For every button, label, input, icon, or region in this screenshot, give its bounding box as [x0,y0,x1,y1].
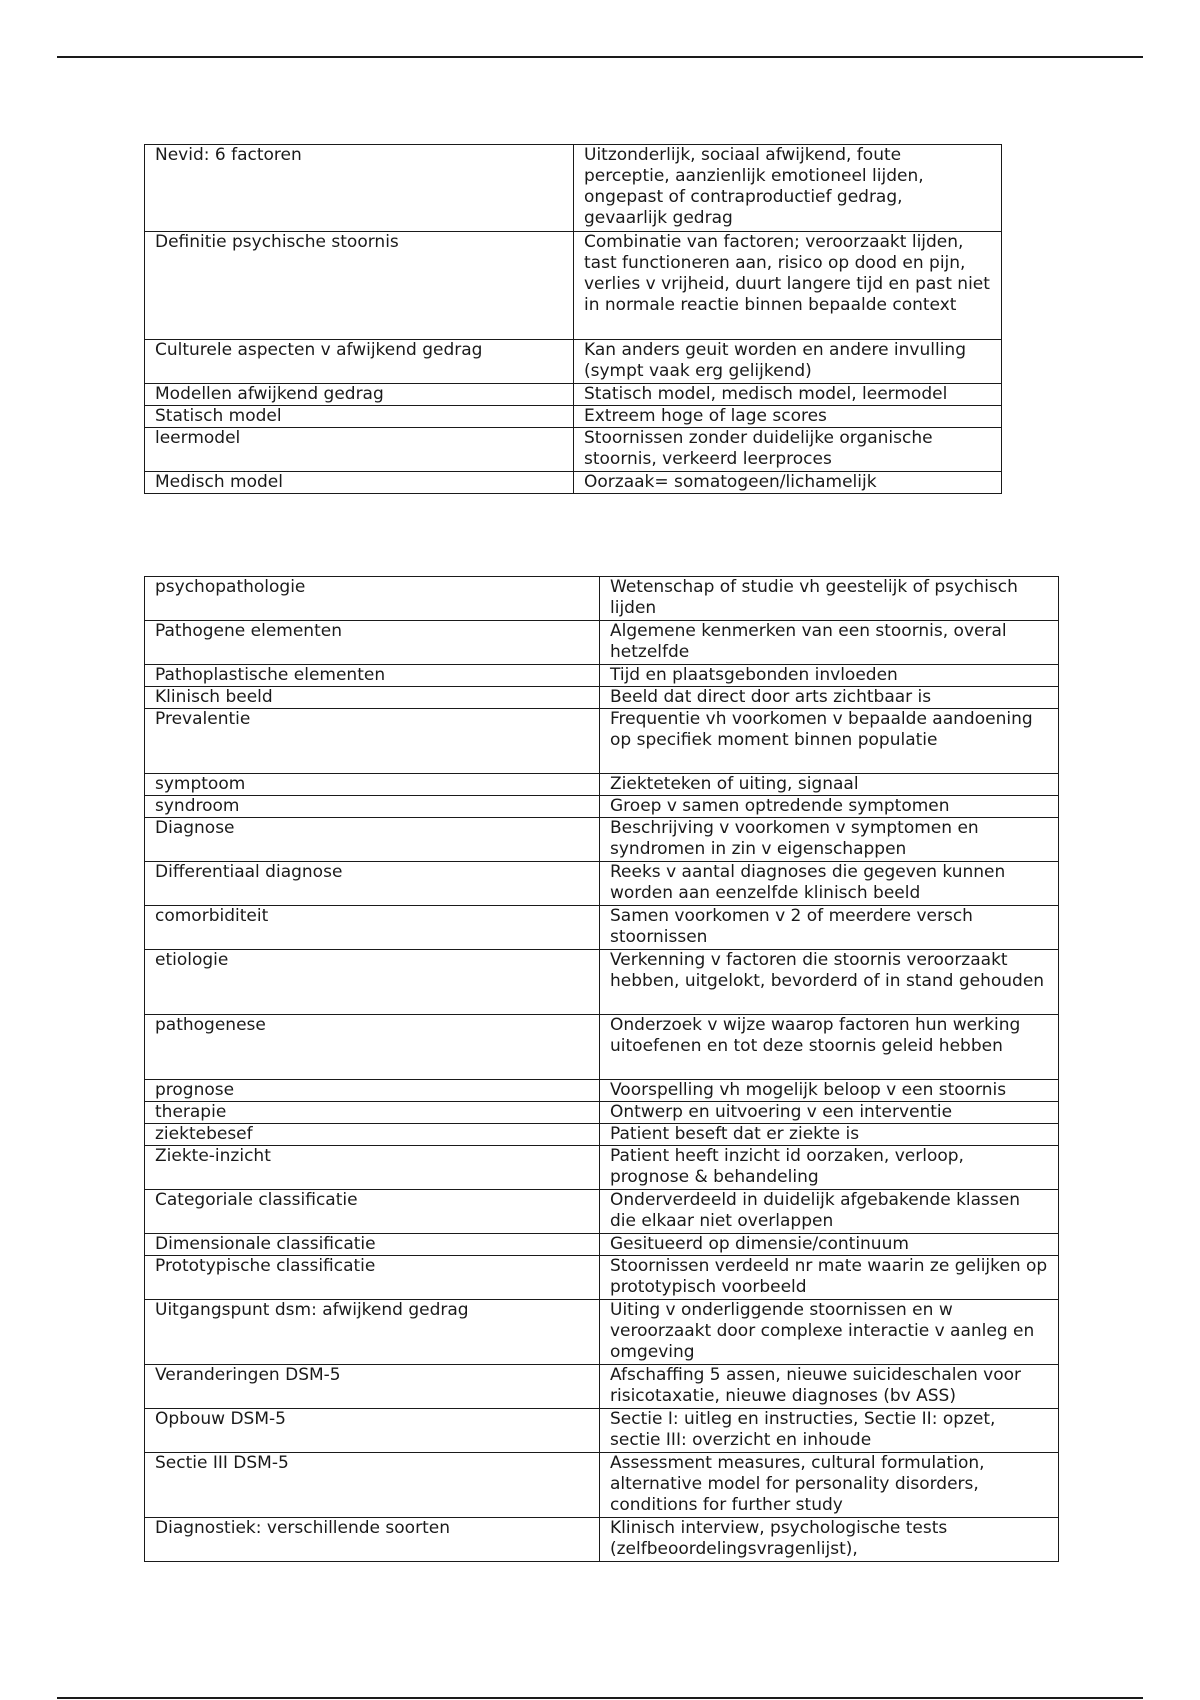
table-row [145,406,1002,428]
definition-cell: Stoornissen verdeeld nr mate waarin ze gelijken op prototypisch voorbeeld [600,1256,1059,1300]
term-cell: Diagnose [145,818,600,862]
term-cell: Klinisch beeld [145,687,600,709]
table-body [145,577,1059,1562]
table-body [145,145,1002,494]
definition-cell: Onderzoek v wijze waarop factoren hun werking uitoefenen en tot deze stoornis geleid hebben [600,1015,1059,1080]
definition-cell: Sectie I: uitleg en instructies, Sectie II: opzet, sectie III: overzicht en inhoude [600,1409,1059,1453]
definition-cell: Algemene kenmerken van een stoornis, overal hetzelfde [600,621,1059,665]
term-cell: Dimensionale classificatie [145,1234,600,1256]
table-row [145,1146,1059,1190]
term-cell: Prevalentie [145,709,600,774]
definition-cell: Verkenning v factoren die stoornis veroorzaakt hebben, uitgelokt, bevorderd of in stand gehouden [600,950,1059,1015]
term-cell: Uitgangspunt dsm: afwijkend gedrag [145,1300,600,1365]
definition-cell: Samen voorkomen v 2 of meerdere versch stoornissen [600,906,1059,950]
footer-rule [57,1697,1143,1699]
table-row [145,1102,1059,1124]
term-cell: etiologie [145,950,600,1015]
term-cell: Categoriale classificatie [145,1190,600,1234]
term-cell: syndroom [145,796,600,818]
table-row [145,1124,1059,1146]
term-cell: leermodel [145,428,574,472]
table-row [145,1409,1059,1453]
table-row [145,232,1002,340]
header-rule [57,56,1143,58]
term-cell: Pathoplastische elementen [145,665,600,687]
term-cell: Prototypische classificatie [145,1256,600,1300]
definition-cell: Patient beseft dat er ziekte is [600,1124,1059,1146]
table-row [145,340,1002,384]
term-cell: Differentiaal diagnose [145,862,600,906]
term-cell: Medisch model [145,472,574,494]
definition-cell: Wetenschap of studie vh geestelijk of psychisch lijden [600,577,1059,621]
term-cell: symptoom [145,774,600,796]
definition-cell: Gesitueerd op dimensie/continuum [600,1234,1059,1256]
term-cell: psychopathologie [145,577,600,621]
table-row [145,577,1059,621]
term-cell: pathogenese [145,1015,600,1080]
table-row [145,145,1002,232]
definition-cell: Voorspelling vh mogelijk beloop v een stoornis [600,1080,1059,1102]
table-row [145,862,1059,906]
table-row [145,818,1059,862]
definitions-table-1 [144,144,1002,494]
term-cell: Ziekte-inzicht [145,1146,600,1190]
definition-cell: Combinatie van factoren; veroorzaakt lijden, tast functioneren aan, risico op dood en pijn, verlies v vrijheid, duurt langere tijd en past niet in normale reactie binnen bepaalde context [574,232,1002,340]
term-cell: ziektebesef [145,1124,600,1146]
definition-cell: Patient heeft inzicht id oorzaken, verloop, prognose & behandeling [600,1146,1059,1190]
definition-cell: Klinisch interview, psychologische tests (zelfbeoordelingsvragenlijst), [600,1518,1059,1562]
term-cell: Modellen afwijkend gedrag [145,384,574,406]
definition-cell: Ontwerp en uitvoering v een interventie [600,1102,1059,1124]
table-row [145,1300,1059,1365]
term-cell: therapie [145,1102,600,1124]
definition-cell: Assessment measures, cultural formulation, alternative model for personality disorders, conditions for further study [600,1453,1059,1518]
table-row [145,1256,1059,1300]
table-row [145,1518,1059,1562]
table-row [145,1190,1059,1234]
table-row [145,1015,1059,1080]
definition-cell: Tijd en plaatsgebonden invloeden [600,665,1059,687]
term-cell: prognose [145,1080,600,1102]
term-cell: comorbiditeit [145,906,600,950]
definition-cell: Frequentie vh voorkomen v bepaalde aandoening op specifiek moment binnen populatie [600,709,1059,774]
definition-cell: Statisch model, medisch model, leermodel [574,384,1002,406]
table-row [145,796,1059,818]
term-cell: Statisch model [145,406,574,428]
table-row [145,665,1059,687]
term-cell: Pathogene elementen [145,621,600,665]
term-cell: Veranderingen DSM-5 [145,1365,600,1409]
table-row [145,906,1059,950]
table-row [145,472,1002,494]
definition-cell: Reeks v aantal diagnoses die gegeven kunnen worden aan eenzelfde klinisch beeld [600,862,1059,906]
table-row [145,687,1059,709]
table-row [145,1365,1059,1409]
definition-cell: Onderverdeeld in duidelijk afgebakende klassen die elkaar niet overlappen [600,1190,1059,1234]
table-row [145,1453,1059,1518]
term-cell: Nevid: 6 factoren [145,145,574,232]
table-row [145,774,1059,796]
term-cell: Definitie psychische stoornis [145,232,574,340]
term-cell: Sectie III DSM-5 [145,1453,600,1518]
table-row [145,384,1002,406]
definition-cell: Oorzaak= somatogeen/lichamelijk [574,472,1002,494]
definition-cell: Beeld dat direct door arts zichtbaar is [600,687,1059,709]
definition-cell: Uitzonderlijk, sociaal afwijkend, foute perceptie, aanzienlijk emotioneel lijden, ongepast of contraproductief gedrag, gevaarlijk gedrag [574,145,1002,232]
definition-cell: Uiting v onderliggende stoornissen en w veroorzaakt door complexe interactie v aanleg en omgeving [600,1300,1059,1365]
definition-cell: Extreem hoge of lage scores [574,406,1002,428]
table-row [145,950,1059,1015]
definition-cell: Groep v samen optredende symptomen [600,796,1059,818]
term-cell: Culturele aspecten v afwijkend gedrag [145,340,574,384]
term-cell: Diagnostiek: verschillende soorten [145,1518,600,1562]
table-row [145,428,1002,472]
table-row [145,709,1059,774]
definition-cell: Afschaffing 5 assen, nieuwe suicideschalen voor risicotaxatie, nieuwe diagnoses (bv ASS) [600,1365,1059,1409]
table-row [145,1234,1059,1256]
table-row [145,621,1059,665]
definition-cell: Stoornissen zonder duidelijke organische stoornis, verkeerd leerproces [574,428,1002,472]
term-cell: Opbouw DSM-5 [145,1409,600,1453]
definitions-table-2 [144,576,1059,1562]
table-row [145,1080,1059,1102]
definition-cell: Kan anders geuit worden en andere invulling (sympt vaak erg gelijkend) [574,340,1002,384]
definition-cell: Beschrijving v voorkomen v symptomen en syndromen in zin v eigenschappen [600,818,1059,862]
definition-cell: Ziekteteken of uiting, signaal [600,774,1059,796]
